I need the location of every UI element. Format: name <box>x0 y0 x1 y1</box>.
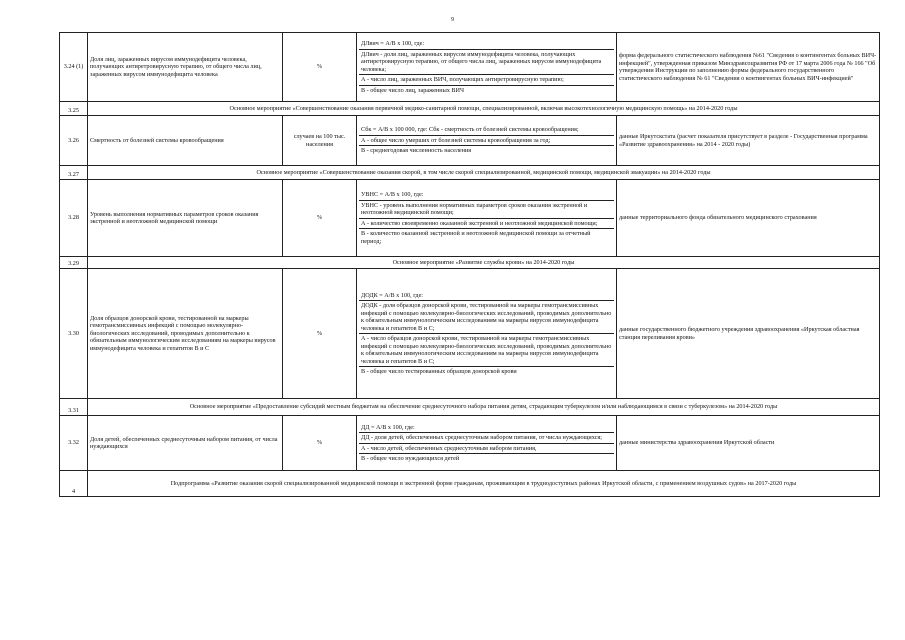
table-row <box>60 180 880 257</box>
formula-line: Сбк = А/В х 100 000, где: Сбк - смертность от болезней системы кровообращения; <box>359 125 614 136</box>
row-number: 3.25 <box>60 102 88 116</box>
indicator-table <box>59 32 880 497</box>
section-title: Основное мероприятие «Совершенствование оказания первичной медико-санитарной помощи, специализированной, включая высокотехнологичную медицинскую помощь» на 2014-2020 годы <box>88 102 880 116</box>
formula-line: А - число лиц, зараженных ВИЧ, получающих антиретровирусную терапию; <box>359 75 614 86</box>
indicator-formula <box>357 180 617 257</box>
indicator-formula <box>357 116 617 166</box>
table-row <box>60 116 880 166</box>
formula-line: А - число образцов донорской крови, тестированной на маркеры гемотрансмиссивных инфекций с помощью молекулярно-биологических исследований, проводимых дополнительно к обязательным иммунологическим исследованиям на маркеры вирусов иммунодефицита человека и гепатитов В и С; <box>359 334 614 367</box>
indicator-formula <box>357 269 617 399</box>
row-number: 3.27 <box>60 166 88 180</box>
page-number: 9 <box>451 17 454 23</box>
section-row <box>60 166 880 180</box>
formula-line: В - количество оказанной экстренной и неотложной медицинской помощи за отчетный период; <box>361 230 591 245</box>
row-number: 3.26 <box>60 116 88 166</box>
section-row <box>60 471 880 497</box>
indicator-name: Смертность от болезней системы кровообращения <box>88 116 283 166</box>
formula-line: ДД - доля детей, обеспеченных среднесуточным набором питания, от числа нуждающихся; <box>359 433 614 444</box>
indicator-unit: % <box>283 416 357 471</box>
indicator-unit: случаев на 100 тыс. населения <box>283 116 357 166</box>
formula-line: В - среднегодовая численность населения <box>361 147 472 155</box>
indicator-source: данные государственного бюджетного учреждения здравоохранения «Иркутская областная станция переливания крови» <box>617 269 880 399</box>
indicator-formula <box>357 416 617 471</box>
formula-line: В - общее число нуждающихся детей <box>361 455 460 462</box>
formula-line: В - общее число лиц, зараженных ВИЧ <box>361 86 465 94</box>
table-row <box>60 416 880 471</box>
indicator-name: Уровень выполнения нормативных параметров сроков оказания экстренной и неотложной медицинской помощи <box>88 180 283 257</box>
section-title: Основное мероприятие «Развитие службы крови» на 2014-2020 годы <box>88 257 880 269</box>
row-number: 3.24 (1) <box>60 33 88 102</box>
section-title: Подпрограмма «Развитие оказания скорой специализированной медицинской помощи в экстренной форме гражданам, проживающим в труднодоступных районах Иркутской области, с применением воздушных судов» на 2017-2020 годы <box>88 471 880 497</box>
row-number: 3.28 <box>60 180 88 257</box>
indicator-name: Доля образцов донорской крови, тестированной на маркеры гемотрансмиссивных инфекций с помощью молекулярно-биологических исследований, проводимых дополнительно к обязательным иммунологическим исследованиям на маркеры вирусов иммунодефицита человека и гепатитов В и С <box>88 269 283 399</box>
section-title: Основное мероприятие «Предоставление субсидий местным бюджетам на обеспечение среднесуточного набора питания детям, страдающим туберкулезом и/или наблюдающимся в связи с туберкулезом» на 2014-2020 годы <box>88 399 880 416</box>
table-row <box>60 269 880 399</box>
formula-line: А - число детей, обеспеченных среднесуточным набором питания, <box>359 444 614 455</box>
indicator-source: данные министерства здравоохранения Иркутской области <box>617 416 880 471</box>
formula-line: ДОДК = А/В х 100, где: <box>359 291 614 302</box>
formula-line: УВНС = А/В х 100, где: <box>359 190 614 201</box>
indicator-source: данные территориального фонда обязательного медицинского страхования <box>617 180 880 257</box>
formula-line: ДЛвич = А/В х 100, где: <box>359 39 614 50</box>
indicator-name: Доля лиц, зараженных вирусом иммунодефицита человека, получающих антиретровирусную терапию, от общего числа лиц, зараженных вирусом иммунодефицита человека <box>88 33 283 102</box>
section-row <box>60 399 880 416</box>
indicator-source: данные Иркутскстата (расчет показателя присутствует в разделе - Государственная программа «Развитие здравоохранения» на 2014 - 2020 годы) <box>617 116 880 166</box>
indicator-unit: % <box>283 33 357 102</box>
row-number: 4 <box>60 471 88 497</box>
formula-line: УВНС - уровень выполнения нормативных параметров сроков оказания экстренной и неотложной медицинской помощи; <box>359 201 614 219</box>
indicator-formula <box>357 33 617 102</box>
section-row <box>60 257 880 269</box>
section-title: Основное мероприятие «Совершенствование оказания скорой, в том числе скорой специализированной, медицинской помощи, медицинской эвакуации» на 2014-2020 годы <box>88 166 880 180</box>
section-row <box>60 102 880 116</box>
formula-line: ДОДК - доля образцов донорской крови, тестированной на маркеры гемотрансмиссивных инфекций с помощью молекулярно-биологических исследований, проводимых дополнительно к обязательным иммунологическим исследованиям на маркеры вирусов иммунодефицита человека и гепатитов В и С; <box>359 301 614 334</box>
indicator-name: Доля детей, обеспеченных среднесуточным набором питания, от числа нуждающихся <box>88 416 283 471</box>
indicator-unit: % <box>283 180 357 257</box>
indicator-source: форма федерального статистического наблюдения №61 "Сведения о контингентах больных ВИЧ-инфекцией", утвержденная приказом Минздравсоцразвития РФ от 17 марта 2006 года № 166 "Об утверждении Инструкции по заполнению формы федерального государственного статистического наблюдения № 61 "Сведения о контингентах больных ВИЧ-инфекцией" <box>617 33 880 102</box>
indicator-unit: % <box>283 269 357 399</box>
formula-line: А - количество своевременно оказанной экстренной и неотложной медицинской помощи; <box>359 219 614 230</box>
row-number: 3.31 <box>60 399 88 416</box>
row-number: 3.30 <box>60 269 88 399</box>
formula-line: А - общее число умерших от болезней системы кровообращения за год; <box>359 136 614 147</box>
table-row <box>60 33 880 102</box>
row-number: 3.29 <box>60 257 88 269</box>
formula-line: ДЛвич - доля лиц, зараженных вирусом иммунодефицита человека, получающих антиретровирусную терапию, от общего числа лиц, зараженных вирусом иммунодефицита человека; <box>359 50 614 76</box>
formula-line: В - общее число тестированных образцов донорской крови <box>361 368 517 375</box>
row-number: 3.32 <box>60 416 88 471</box>
formula-line: ДД = А/В х 100, где: <box>359 423 614 434</box>
